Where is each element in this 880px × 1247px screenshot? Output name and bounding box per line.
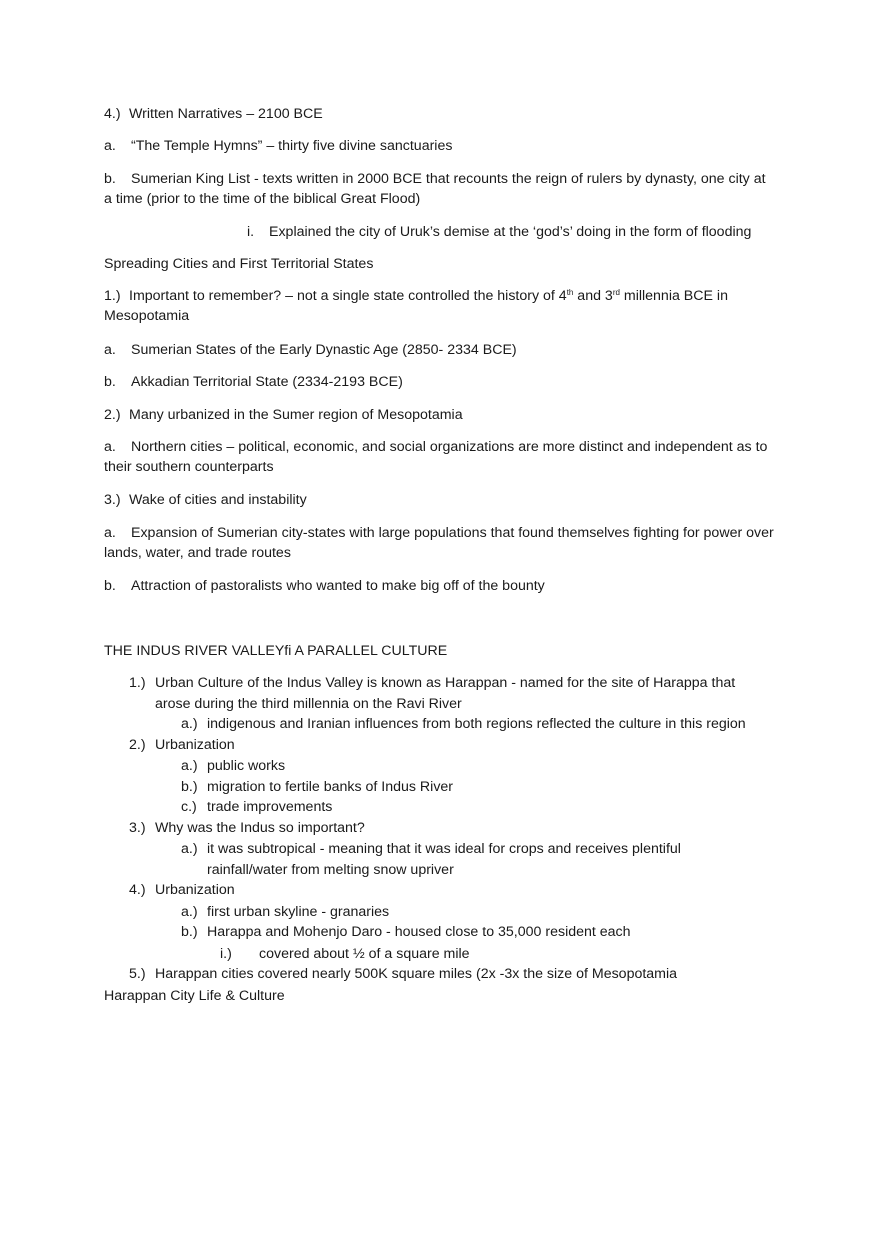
list-text: millennia BCE in Mesopotamia xyxy=(104,288,728,324)
superscript: rd xyxy=(612,288,620,297)
list-label: 1.) xyxy=(104,288,121,304)
wake-of-cities-item xyxy=(104,490,307,510)
pastoralists-item xyxy=(104,576,545,596)
urban-culture-item-cont: arose during the third millennia on the Ravi River xyxy=(155,696,462,712)
superscript: th xyxy=(566,288,574,297)
list-label: 1.) xyxy=(129,675,146,691)
list-label: 5.) xyxy=(129,966,146,982)
list-text: public works xyxy=(207,758,286,774)
list-text: Urbanization xyxy=(155,882,235,898)
list-text: Written Narratives – 2100 BCE xyxy=(129,106,323,122)
list-text: Harappan cities covered nearly 500K square miles (2x -3x the size of Mesopotamia xyxy=(155,966,678,982)
list-label: i.) xyxy=(220,946,232,962)
list-text: Wake of cities and instability xyxy=(129,492,307,508)
list-label: b. xyxy=(104,374,116,390)
list-label: a. xyxy=(104,138,116,154)
list-label: 4.) xyxy=(129,882,146,898)
trade-improvements-item xyxy=(181,797,332,817)
list-text: trade improvements xyxy=(207,799,333,815)
list-label: b.) xyxy=(181,779,198,795)
list-label: 2.) xyxy=(104,407,121,423)
subtropical-item-cont: rainfall/water from melting snow upriver xyxy=(207,862,454,878)
list-text: Sumerian States of the Early Dynastic Age (2850- 2334 BCE) xyxy=(131,342,517,358)
list-label: a.) xyxy=(181,904,198,920)
list-text: Urban Culture of the Indus Valley is known as Harappan - named for the site of Harappa that xyxy=(155,675,736,691)
list-label: 3.) xyxy=(129,820,146,836)
list-label: b.) xyxy=(181,924,198,940)
list-text: and 3 xyxy=(573,288,613,304)
list-text: Urbanization xyxy=(155,737,235,753)
list-label: i. xyxy=(247,224,255,240)
indigenous-influences-item xyxy=(181,714,746,734)
akkadian-state-item xyxy=(104,372,403,392)
list-label: 4.) xyxy=(104,106,121,122)
northern-cities-item xyxy=(104,437,776,477)
uruk-demise-item xyxy=(247,222,751,242)
expansion-item xyxy=(104,523,776,563)
list-text: Northern cities – political, economic, and social organizations are more distinct and independent as to their southern counterparts xyxy=(104,439,768,475)
list-label: a.) xyxy=(181,841,198,857)
list-label: 2.) xyxy=(129,737,146,753)
written-narratives-item xyxy=(104,104,323,124)
public-works-item xyxy=(181,756,285,776)
sumerian-king-list-item xyxy=(104,169,776,209)
urbanization-item xyxy=(129,735,235,755)
harappa-mohenjo-item xyxy=(181,922,631,942)
list-text: Sumerian King List - texts written in 2000 BCE that recounts the reign of rulers by dynasty, one city at a time (prior to the time of the biblical Great Flood) xyxy=(104,171,766,207)
urbanized-sumer-item xyxy=(104,405,463,425)
list-text: Akkadian Territorial State (2334-2193 BCE) xyxy=(131,374,403,390)
urbanization-item-2 xyxy=(129,880,235,900)
list-text: it was subtropical - meaning that it was ideal for crops and receives plentiful xyxy=(207,841,681,857)
list-text: “The Temple Hymns” – thirty five divine sanctuaries xyxy=(131,138,453,154)
section-heading-indus: THE INDUS RIVER VALLEYﬁ A PARALLEL CULTURE xyxy=(104,643,448,659)
list-text: Attraction of pastoralists who wanted to make big off of the bounty xyxy=(131,578,545,594)
sumerian-states-item xyxy=(104,340,517,360)
list-label: b. xyxy=(104,578,116,594)
section-heading-spreading-cities: Spreading Cities and First Territorial States xyxy=(104,256,374,272)
list-text: indigenous and Iranian influences from both regions reflected the culture in this region xyxy=(207,716,746,732)
why-indus-item xyxy=(129,818,365,838)
urban-skyline-item xyxy=(181,902,389,922)
list-label: c.) xyxy=(181,799,197,815)
list-text: Why was the Indus so important? xyxy=(155,820,365,836)
list-text: Important to remember? – not a single state controlled the history of 4 xyxy=(129,288,567,304)
temple-hymns-item xyxy=(104,136,452,156)
square-mile-item xyxy=(220,944,470,964)
list-label: 3.) xyxy=(104,492,121,508)
urban-culture-item xyxy=(129,673,735,693)
list-text: first urban skyline - granaries xyxy=(207,904,390,920)
list-label: a. xyxy=(104,439,116,455)
list-text: Expansion of Sumerian city-states with large populations that found themselves fighting for power over lands, water, and trade routes xyxy=(104,525,774,561)
harappan-cities-item xyxy=(129,964,677,984)
list-label: a. xyxy=(104,525,116,541)
list-text: Explained the city of Uruk’s demise at the ‘god’s’ doing in the form of flooding xyxy=(269,224,752,240)
important-to-remember-item xyxy=(104,286,776,326)
migration-item xyxy=(181,777,453,797)
list-label: a. xyxy=(104,342,116,358)
list-label: a.) xyxy=(181,758,198,774)
section-heading-city-life: Harappan City Life & Culture xyxy=(104,988,285,1004)
subtropical-item xyxy=(181,839,681,859)
list-text: migration to fertile banks of Indus River xyxy=(207,779,454,795)
list-label: b. xyxy=(104,171,116,187)
list-text: Harappa and Mohenjo Daro - housed close to 35,000 resident each xyxy=(207,924,631,940)
list-text: covered about ½ of a square mile xyxy=(259,946,470,962)
list-label: a.) xyxy=(181,716,198,732)
list-text: Many urbanized in the Sumer region of Mesopotamia xyxy=(129,407,463,423)
